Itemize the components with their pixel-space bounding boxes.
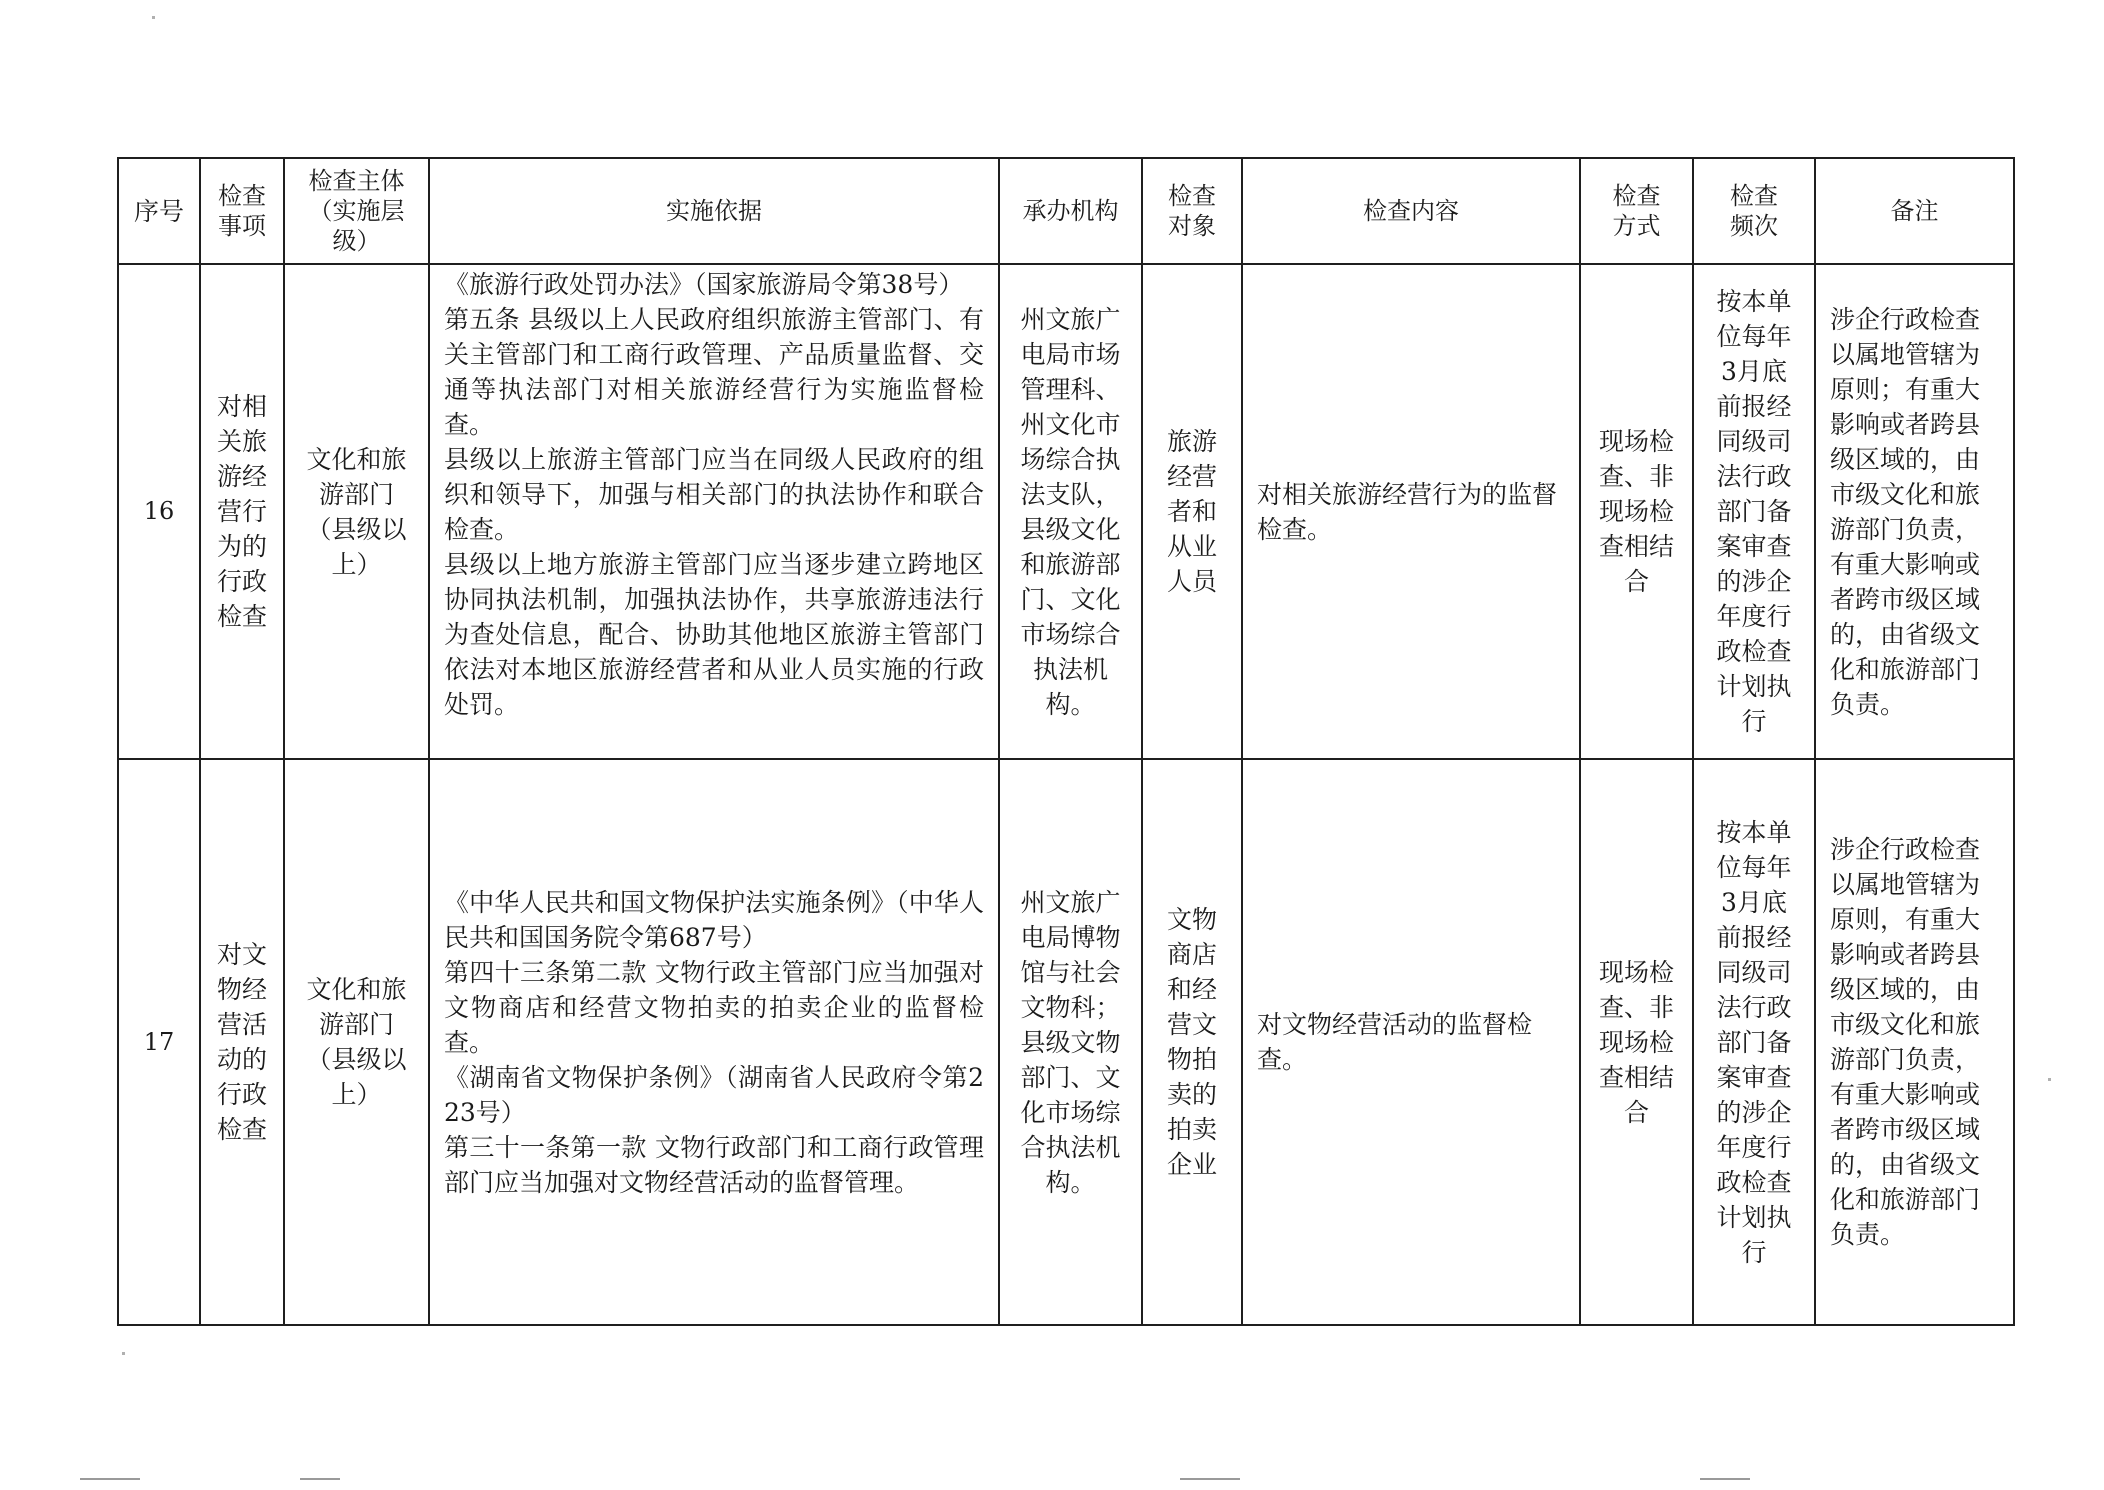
basis-paragraph: 第三十一条第一款 文物行政部门和工商行政管理部门应当加强对文物经营活动的监督管理。	[444, 1132, 984, 1197]
cell-remark	[1815, 759, 2014, 1325]
cell-seq	[118, 759, 200, 1325]
scan-edge-mark	[1700, 1478, 1750, 1480]
header-content-label: 检查内容	[1363, 196, 1459, 225]
table-row	[118, 759, 2014, 1325]
basis-paragraph: 《中华人民共和国文物保护法实施条例》（中华人民共和国国务院令第687号）	[444, 887, 984, 952]
row-subject: 文化和旅游部门（县级以上）	[306, 975, 407, 1109]
table-row	[118, 264, 2014, 759]
row-agency: 州文旅广电局市场管理科、州文化市场综合执法支队，县级文化和旅游部门、文化市场综合执法机构。	[1020, 304, 1121, 719]
header-frequency	[1693, 158, 1815, 264]
scan-edge-mark	[80, 1478, 140, 1480]
scan-speck	[152, 16, 155, 19]
row-frequency: 按本单位每年3月底前报经同级司法行政部门备案审查的涉企年度行政检查计划执行	[1716, 287, 1792, 736]
row-content: 对文物经营活动的监督检查。	[1257, 1010, 1533, 1074]
row-basis	[430, 883, 998, 1202]
inspection-table	[117, 157, 2015, 1326]
header-agency-label: 承办机构	[1022, 196, 1119, 225]
row-item: 对文物经营活动的行政检查	[216, 940, 267, 1144]
header-method-label: 检查方式	[1612, 182, 1661, 240]
basis-paragraph: 《旅游行政处罚办法》（国家旅游局令第38号）	[444, 270, 964, 299]
table-header-row	[118, 158, 2014, 264]
header-remark-label: 备注	[1890, 196, 1939, 225]
row-basis	[430, 265, 998, 724]
basis-paragraph: 第五条 县级以上人民政府组织旅游主管部门、有关主管部门和工商行政管理、产品质量监督、交通等执法部门对相关旅游经营行为实施监督检查。	[444, 305, 984, 439]
cell-method	[1580, 264, 1693, 759]
basis-paragraph: 《湖南省文物保护条例》（湖南省人民政府令第223号）	[444, 1062, 984, 1127]
row-object: 文物商店和经营文物拍卖的拍卖企业	[1166, 905, 1217, 1179]
row-content: 对相关旅游经营行为的监督检查。	[1257, 479, 1558, 544]
row-seq: 16	[143, 497, 175, 525]
row-method: 现场检查、非现场检查相结合	[1598, 427, 1674, 596]
row-agency: 州文旅广电局博物馆与社会文物科；县级文物部门、文化市场综合执法机构。	[1020, 887, 1121, 1197]
header-agency	[999, 158, 1142, 264]
cell-method	[1580, 759, 1693, 1325]
cell-content	[1242, 264, 1580, 759]
cell-frequency	[1693, 264, 1815, 759]
basis-paragraph: 第四十三条第二款 文物行政主管部门应当加强对文物商店和经营文物拍卖的拍卖企业的监督检查。	[444, 957, 984, 1057]
cell-remark	[1815, 264, 2014, 759]
cell-item	[200, 759, 284, 1325]
scan-speck	[122, 1352, 125, 1355]
cell-object	[1142, 759, 1242, 1325]
scan-speck	[2048, 1078, 2051, 1081]
cell-subject	[284, 264, 429, 759]
cell-seq	[118, 264, 200, 759]
row-subject: 文化和旅游部门（县级以上）	[306, 444, 407, 579]
cell-object	[1142, 264, 1242, 759]
cell-basis	[429, 759, 999, 1325]
row-item: 对相关旅游经营行为的行政检查	[216, 392, 267, 631]
header-basis-label: 实施依据	[666, 196, 762, 225]
cell-agency	[999, 759, 1142, 1325]
header-subject	[284, 158, 429, 264]
header-item-label: 检查事项	[218, 182, 266, 240]
header-frequency-label: 检查频次	[1730, 182, 1778, 240]
scan-edge-mark	[1180, 1478, 1240, 1480]
row-remark: 涉企行政检查以属地管辖为原则，有重大影响或者跨县级区域的，由市级文化和旅游部门负责，有重大影响或者跨市级区域的，由省级文化和旅游部门负责。	[1830, 835, 1981, 1249]
header-content	[1242, 158, 1580, 264]
header-seq-label: 序号	[133, 196, 184, 226]
row-frequency: 按本单位每年3月底前报经同级司法行政部门备案审查的涉企年度行政检查计划执行	[1716, 817, 1792, 1267]
header-basis	[429, 158, 999, 264]
basis-paragraph: 县级以上地方旅游主管部门应当逐步建立跨地区协同执法机制，加强执法协作，共享旅游违法行为查处信息，配合、协助其他地区旅游主管部门依法对本地区旅游经营者和从业人员实施的行政处罚。	[444, 550, 984, 719]
header-object-label: 检查对象	[1168, 182, 1216, 240]
cell-frequency	[1693, 759, 1815, 1325]
row-seq: 17	[143, 1027, 175, 1056]
row-object: 旅游经营者和从业人员	[1166, 427, 1217, 596]
cell-subject	[284, 759, 429, 1325]
cell-agency	[999, 264, 1142, 759]
scan-edge-mark	[300, 1478, 340, 1480]
header-item	[200, 158, 284, 264]
row-remark: 涉企行政检查以属地管辖为原则；有重大影响或者跨县级区域的，由市级文化和旅游部门负责，有重大影响或者跨市级区域的，由省级文化和旅游部门负责。	[1830, 304, 1981, 719]
row-method: 现场检查、非现场检查相结合	[1598, 957, 1674, 1127]
header-remark	[1815, 158, 2014, 264]
header-method	[1580, 158, 1693, 264]
header-seq	[118, 158, 200, 264]
cell-content	[1242, 759, 1580, 1325]
header-object	[1142, 158, 1242, 264]
header-subject-label: 检查主体（实施层级）	[308, 167, 405, 255]
basis-paragraph: 县级以上旅游主管部门应当在同级人民政府的组织和领导下，加强与相关部门的执法协作和联合检查。	[444, 445, 984, 544]
cell-item	[200, 264, 284, 759]
cell-basis	[429, 264, 999, 759]
